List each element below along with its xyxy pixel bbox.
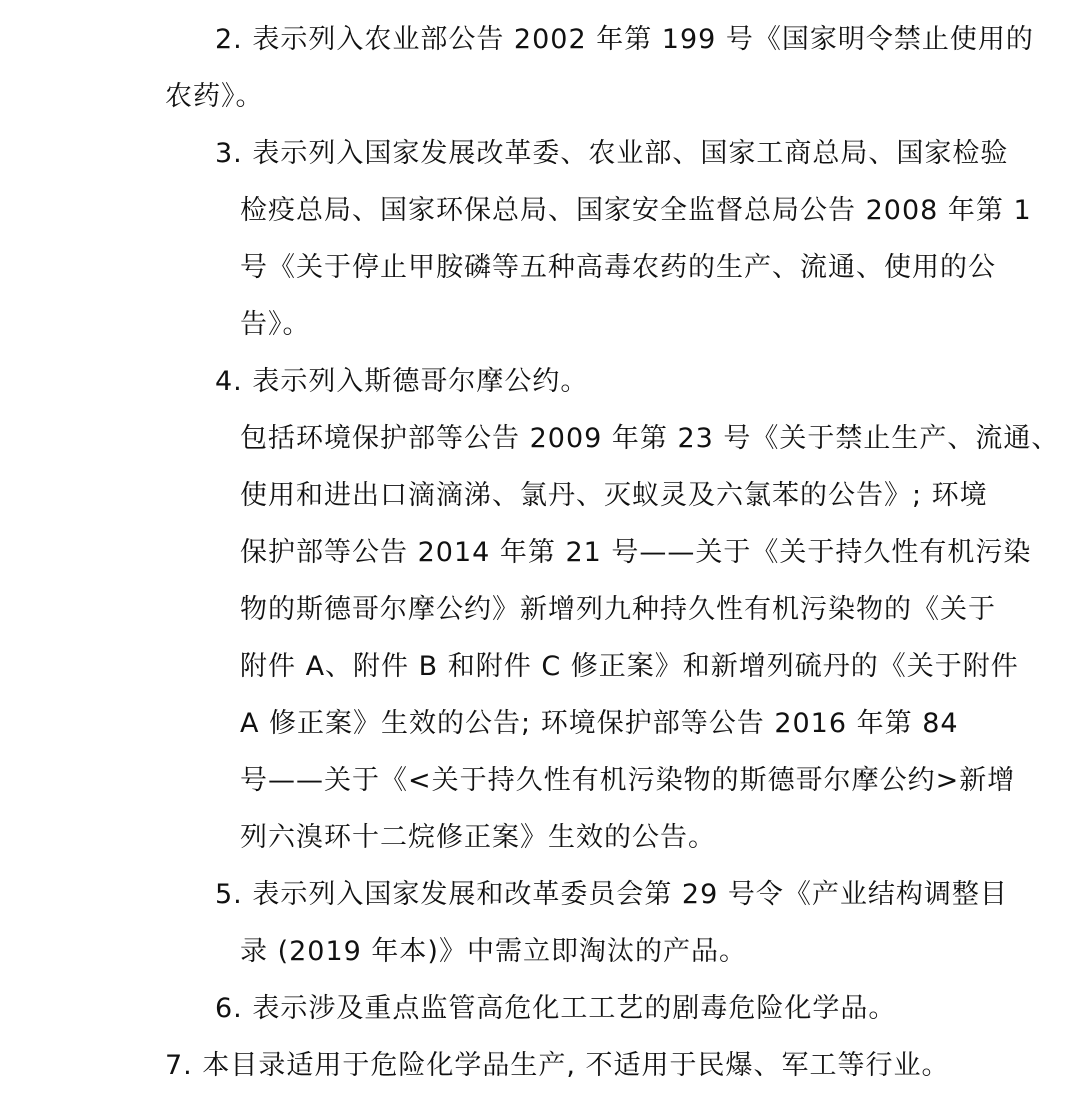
note-4-line-5: 物的斯德哥尔摩公约》新增列九种持久性有机污染物的《关于 [240, 594, 996, 625]
note-4-line-7: A 修正案》生效的公告; 环境保护部等公告 2016 年第 84 [240, 708, 959, 739]
note-2-line-2: 农药》。 [165, 81, 264, 112]
note-7-line-1: 7. 本目录适用于危险化学品生产, 不适用于民爆、军工等行业。 [165, 1050, 950, 1081]
note-4-line-1: 4. 表示列入斯德哥尔摩公约。 [215, 366, 589, 397]
note-5-line-1: 5. 表示列入国家发展和改革委员会第 29 号令《产业结构调整目 [215, 879, 1008, 910]
note-5-line-2: 录 (2019 年本)》中需立即淘汰的产品。 [240, 936, 747, 967]
note-6-line-1: 6. 表示涉及重点监管高危化工工艺的剧毒危险化学品。 [215, 993, 897, 1024]
note-3-line-1: 3. 表示列入国家发展改革委、农业部、国家工商总局、国家检验 [215, 138, 1009, 169]
note-4-line-3: 使用和进出口滴滴涕、氯丹、灭蚁灵及六氯苯的公告》; 环境 [240, 480, 988, 511]
note-4-line-2: 包括环境保护部等公告 2009 年第 23 号《关于禁止生产、流通、 [240, 423, 1060, 454]
note-2-line-1: 2. 表示列入农业部公告 2002 年第 199 号《国家明令禁止使用的 [215, 24, 1034, 55]
note-4-line-4: 保护部等公告 2014 年第 21 号——关于《关于持久性有机污染 [240, 537, 1032, 568]
note-4-line-8: 号——关于《<关于持久性有机污染物的斯德哥尔摩公约>新增 [240, 765, 1016, 796]
note-4-line-9: 列六溴环十二烷修正案》生效的公告。 [240, 822, 716, 853]
note-3-line-2: 检疫总局、国家环保总局、国家安全监督总局公告 2008 年第 1 [240, 195, 1032, 226]
note-3-line-3: 号《关于停止甲胺磷等五种高毒农药的生产、流通、使用的公 [240, 252, 996, 283]
note-3-line-4: 告》。 [240, 309, 311, 340]
note-4-line-6: 附件 A、附件 B 和附件 C 修正案》和新增列硫丹的《关于附件 [240, 651, 1019, 682]
